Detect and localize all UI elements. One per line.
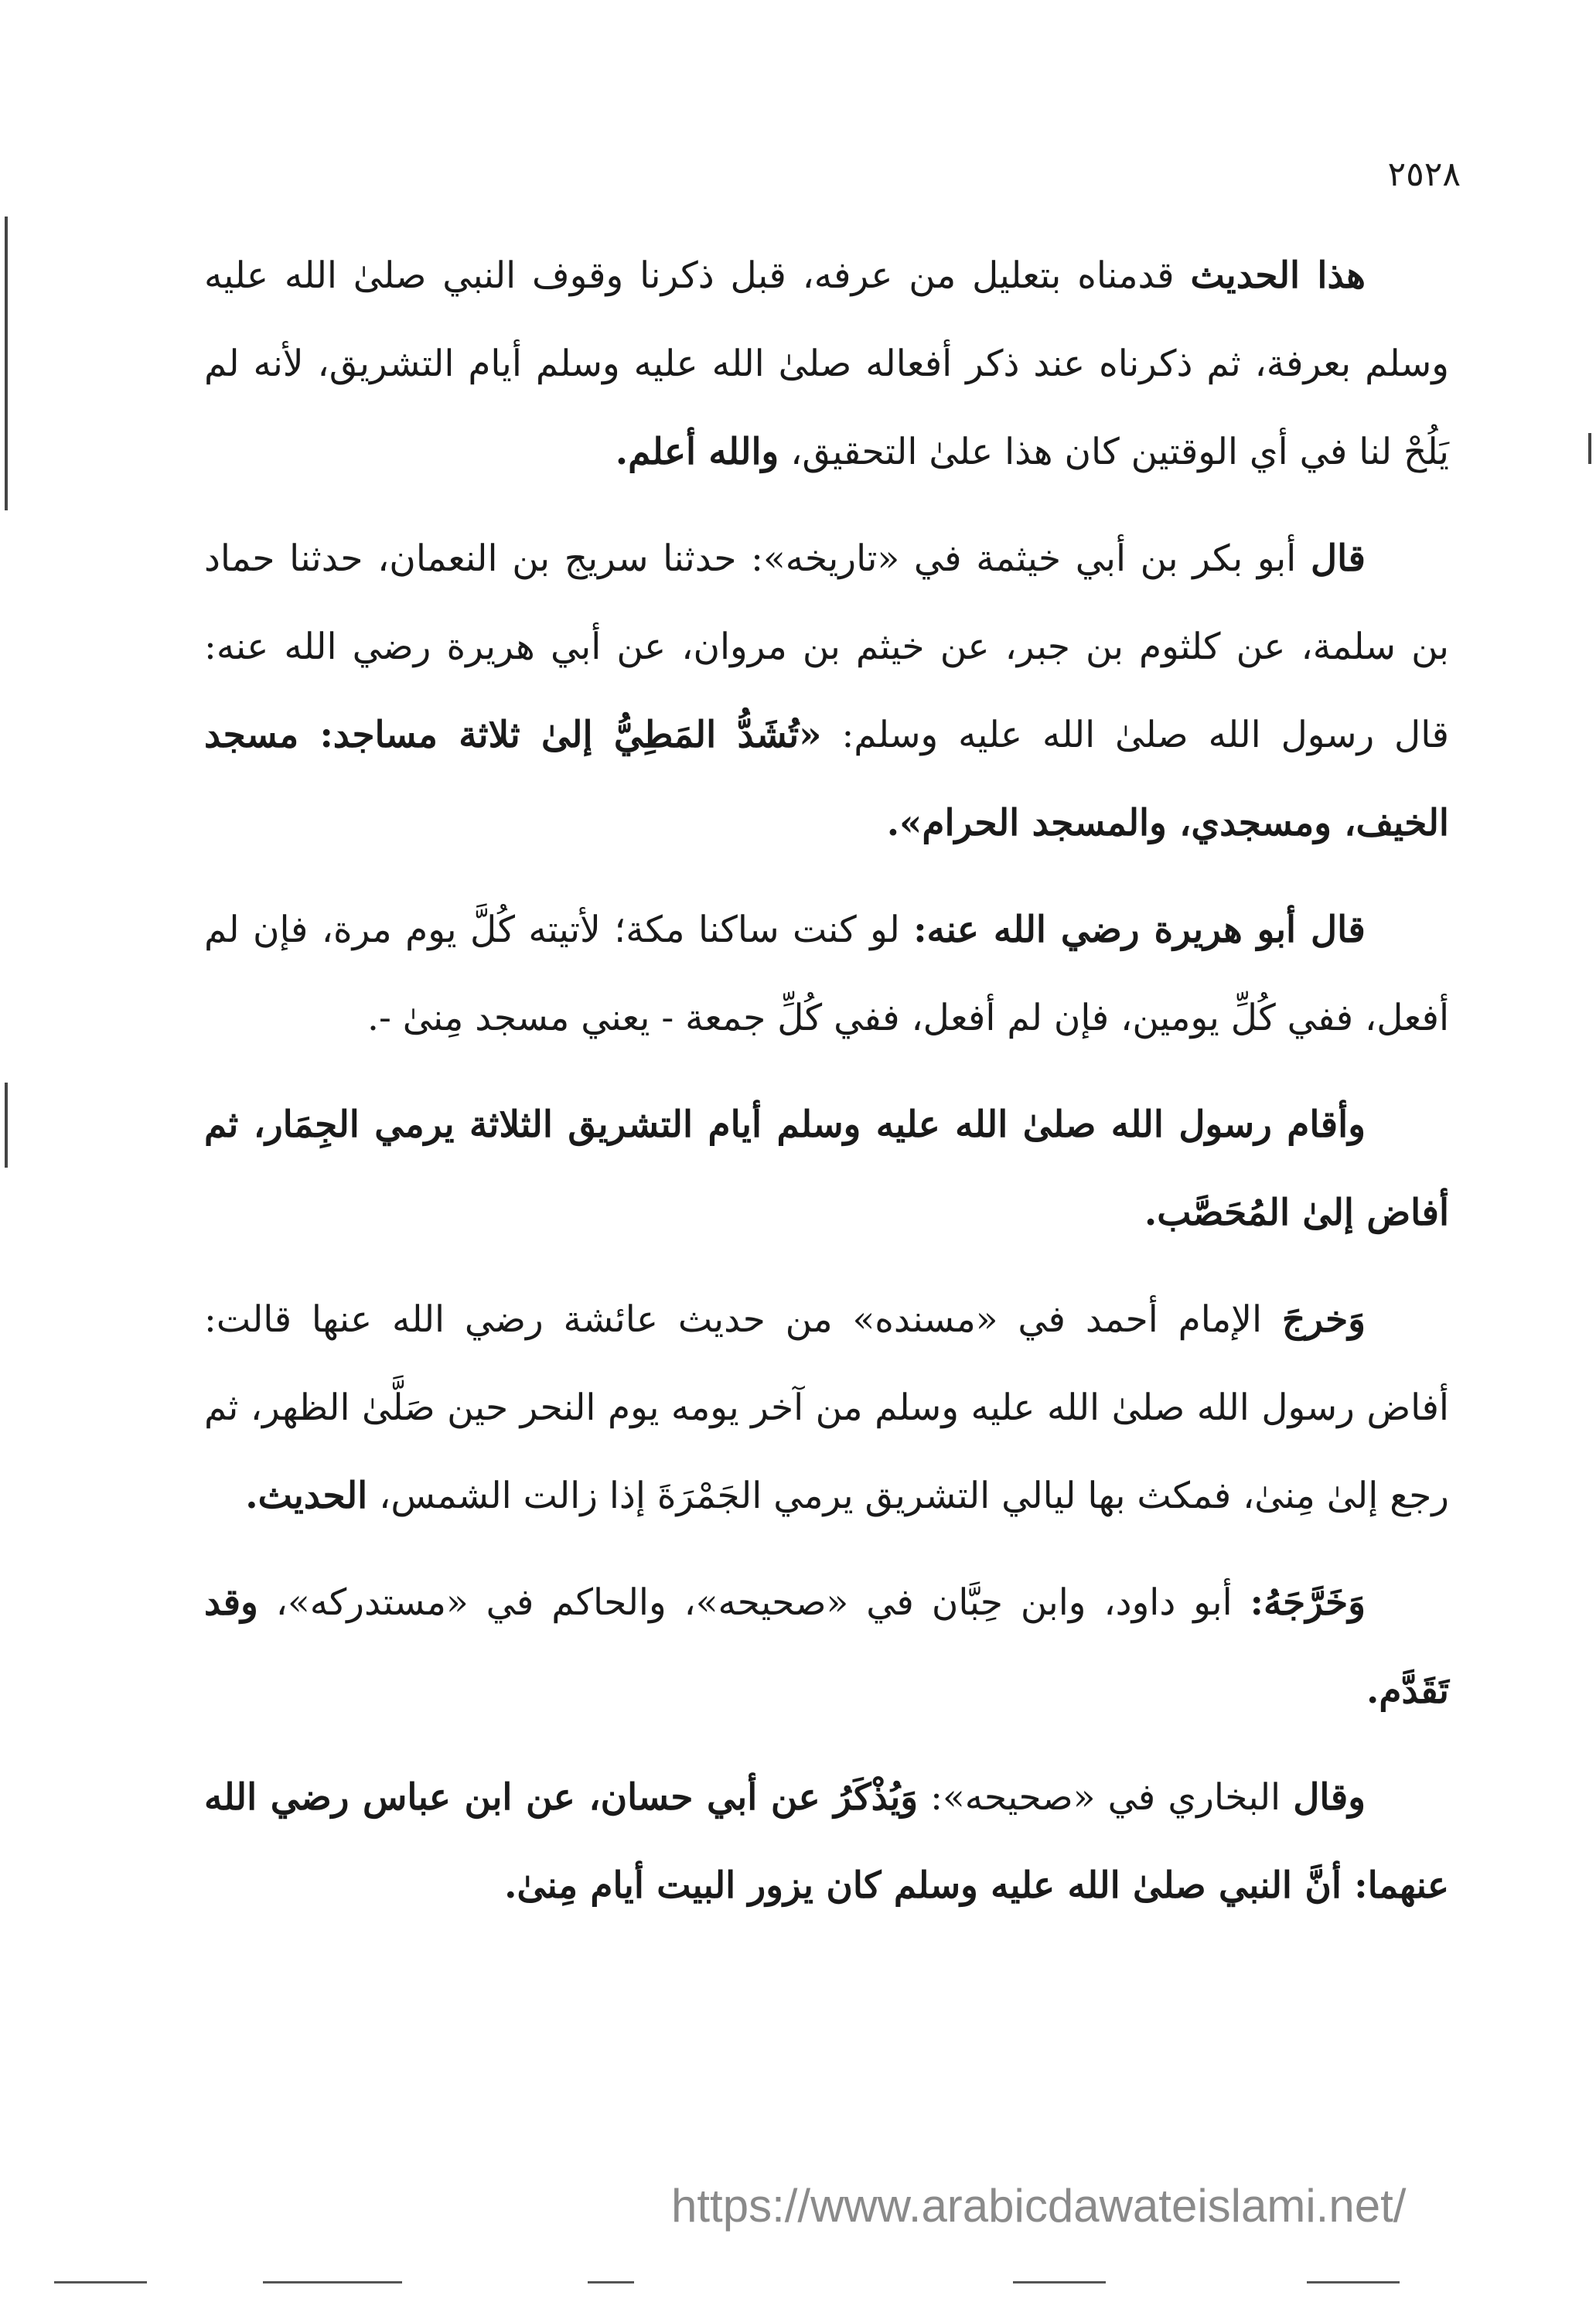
- paragraph-7: [204, 1754, 1449, 1930]
- scan-bottom-mark: [1013, 2281, 1106, 2283]
- paragraph-5: [204, 1276, 1449, 1540]
- paragraph-lead: وَخرجَ: [1281, 1298, 1366, 1341]
- paragraph-lead: هذا الحديث: [1190, 254, 1366, 297]
- paragraph-text: أبو بكر بن أبي خيثمة في «تاريخه»: حدثنا سريج بن النعمان، حدثنا حماد بن سلمة، عن كلثوم بن جبر، عن خيثم بن مروان، عن أبي هريرة رضي الله عنه: قال رسول الله صلىٰ الله عليه وسلم:: [204, 537, 1449, 756]
- paragraph-1: [204, 232, 1449, 496]
- paragraph-6: [204, 1559, 1449, 1735]
- scan-edge-mark: [1588, 433, 1591, 464]
- scan-bottom-mark: [263, 2281, 402, 2283]
- scan-edge-mark: [5, 217, 8, 510]
- paragraph-tail: وَيُذْكَرُ عن أبي حسان، عن ابن عباس رضي الله عنهما: أنَّ النبي صلىٰ الله عليه وسلم كان يزور البيت أيام مِنىٰ.: [204, 1776, 1449, 1907]
- paragraph-text: لو كنت ساكنا مكة؛ لأتيته كُلَّ يوم مرة، فإن لم أفعل، ففي كُلِّ يومين، فإن لم أفعل، ففي كُلِّ جمعة - يعني مسجد مِنىٰ -.: [204, 909, 1449, 1039]
- scan-bottom-mark: [588, 2281, 634, 2283]
- page-body: [204, 232, 1449, 1949]
- paragraph-tail: الحديث.: [245, 1475, 368, 1517]
- paragraph-lead: قال: [1310, 537, 1366, 580]
- paragraph-text: الإمام أحمد في «مسنده» من حديث عائشة رضي الله عنها قالت: أفاض رسول الله صلىٰ الله عليه وسلم من آخر يومه يوم النحر حين صَلَّىٰ الظهر، ثم رجع إلىٰ مِنىٰ، فمكث بها ليالي التشريق يرمي الجَمْرَةَ إذا زالت الشمس،: [204, 1298, 1449, 1517]
- paragraph-text: البخاري في «صحيحه»:: [918, 1776, 1294, 1819]
- paragraph-2: [204, 515, 1449, 868]
- paragraph-tail: «تُشَدُّ المَطِيُّ إلىٰ ثلاثة مساجد: مسجد الخيف، ومسجدي، والمسجد الحرام».: [204, 714, 1449, 844]
- paragraph-text: أبو داود، وابن حِبَّان في «صحيحه»، والحاكم في «مستدركه»،: [257, 1581, 1250, 1624]
- paragraph-lead: قال أبو هريرة رضي الله عنه:: [913, 909, 1366, 951]
- paragraph-lead: وَخَرَّجَهُ:: [1250, 1581, 1366, 1624]
- paragraph-tail: وقد تَقَدَّم.: [204, 1581, 1449, 1712]
- paragraph-3: [204, 886, 1449, 1062]
- scan-edge-mark: [5, 1083, 8, 1168]
- paragraph-lead: وأقام رسول الله صلىٰ الله عليه وسلم أيام التشريق الثلاثة يرمي الجِمَار، ثم أفاض إلىٰ المُحَصَّب.: [204, 1103, 1449, 1234]
- paragraph-4: [204, 1081, 1449, 1257]
- watermark-url: https://www.arabicdawateislami.net/: [671, 2180, 1407, 2232]
- scan-bottom-mark: [54, 2281, 147, 2283]
- paragraph-lead: وقال: [1293, 1776, 1366, 1819]
- paragraph-text: قدمناه بتعليل من عرفه، قبل ذكرنا وقوف النبي صلىٰ الله عليه وسلم بعرفة، ثم ذكرناه عند ذكر أفعاله صلىٰ الله عليه وسلم أيام التشريق، لأنه لم يَلُحْ لنا في أي الوقتين كان هذا علىٰ التحقيق،: [204, 254, 1449, 473]
- paragraph-tail: والله أعلم.: [615, 431, 779, 473]
- page-number: ٢٥٢٨: [1387, 155, 1461, 194]
- scan-bottom-mark: [1307, 2281, 1400, 2283]
